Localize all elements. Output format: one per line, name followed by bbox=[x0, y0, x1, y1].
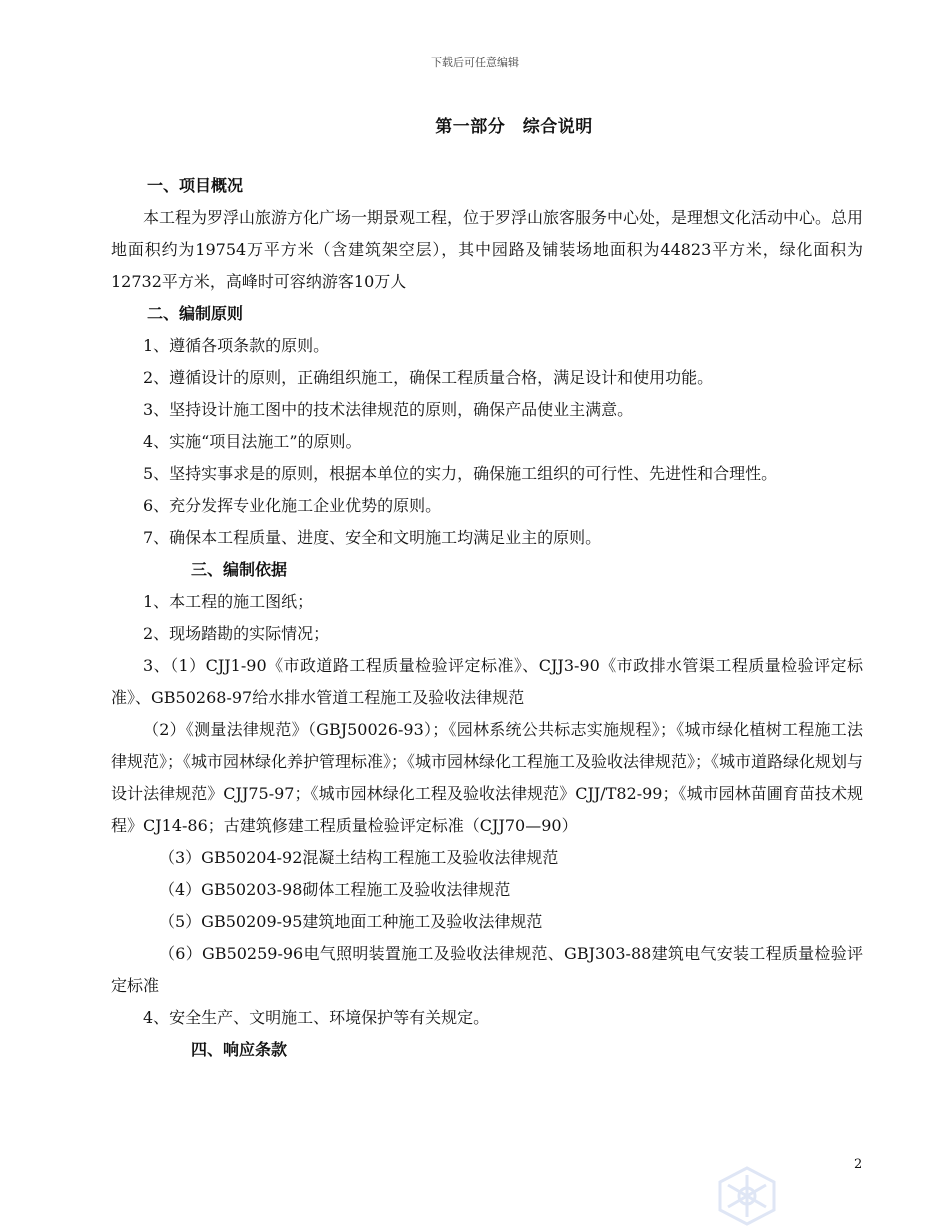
page-title: 第一部分 综合说明 bbox=[435, 117, 593, 137]
basis-sub-item: （6）GB50259-96电气照明装置施工及验收法律规范、GBJ303-88建筑电气安装工程质量检验评定标准 bbox=[111, 944, 863, 995]
principle-item: 3、坚持设计施工图中的技术法律规范的原则，确保产品使业主满意。 bbox=[143, 400, 634, 419]
header-note: 下载后可任意编辑 bbox=[431, 56, 519, 69]
page-number: 2 bbox=[854, 1157, 863, 1172]
section-heading-overview: 一、项目概况 bbox=[147, 176, 244, 195]
principle-item: 7、确保本工程质量、进度、安全和文明施工均满足业主的原则。 bbox=[143, 528, 602, 547]
basis-item: 4、安全生产、文明施工、环境保护等有关规定。 bbox=[143, 1008, 490, 1027]
basis-item: 3、（1）CJJ1-90《市政道路工程质量检验评定标准》、CJJ3-90《市政排水管渠工程质量检验评定标准》、GB50268-97给水排水管道工程施工及验收法律规范 bbox=[111, 656, 863, 707]
section-heading-basis: 三、编制依据 bbox=[191, 560, 288, 579]
basis-sub-item: （2）《测量法律规范》（GBJ50026-93）；《园林系统公共标志实施规程》；《城市绿化植树工程施工法律规范》；《城市园林绿化养护管理标准》；《城市园林绿化工程施工及验收法律规范》；《城市道路绿化规划与设计法律规范》CJJ75-97；《城市园林绿化工程及验收法律规范》CJJ/T82-99；《城市园林苗圃育苗技术规程》CJ14-86；古建筑修建工程质量检验评定标准（CJJ70—90） bbox=[111, 720, 864, 835]
overview-paragraph: 本工程为罗浮山旅游方化广场一期景观工程，位于罗浮山旅客服务中心处，是理想文化活动中心。总用地面积约为19754万平方米（含建筑架空层），其中园路及铺装场地面积为44823平方米，绿化面积为12732平方米，高峰时可容纳游客10万人 bbox=[111, 208, 864, 291]
section-heading-response: 四、响应条款 bbox=[191, 1040, 288, 1059]
basis-sub-item: （4）GB50203-98砌体工程施工及验收法律规范 bbox=[159, 880, 511, 899]
principle-item: 1、遵循各项条款的原则。 bbox=[143, 336, 330, 355]
basis-item: 2、现场踏勘的实际情况； bbox=[143, 624, 330, 643]
basis-item: 1、本工程的施工图纸； bbox=[143, 592, 314, 611]
snowflake-logo-icon bbox=[712, 1165, 782, 1227]
basis-sub-item: （5）GB50209-95建筑地面工种施工及验收法律规范 bbox=[159, 912, 543, 931]
principle-item: 6、充分发挥专业化施工企业优势的原则。 bbox=[143, 496, 442, 515]
principle-item: 4、实施“项目法施工”的原则。 bbox=[143, 432, 362, 451]
principle-item: 2、遵循设计的原则，正确组织施工，确保工程质量合格，满足设计和使用功能。 bbox=[143, 368, 714, 387]
section-heading-principles: 二、编制原则 bbox=[147, 304, 244, 323]
principle-item: 5、坚持实事求是的原则，根据本单位的实力，确保施工组织的可行性、先进性和合理性。 bbox=[143, 464, 778, 483]
basis-sub-item: （3）GB50204-92混凝土结构工程施工及验收法律规范 bbox=[159, 848, 559, 867]
document-body bbox=[111, 170, 863, 1066]
